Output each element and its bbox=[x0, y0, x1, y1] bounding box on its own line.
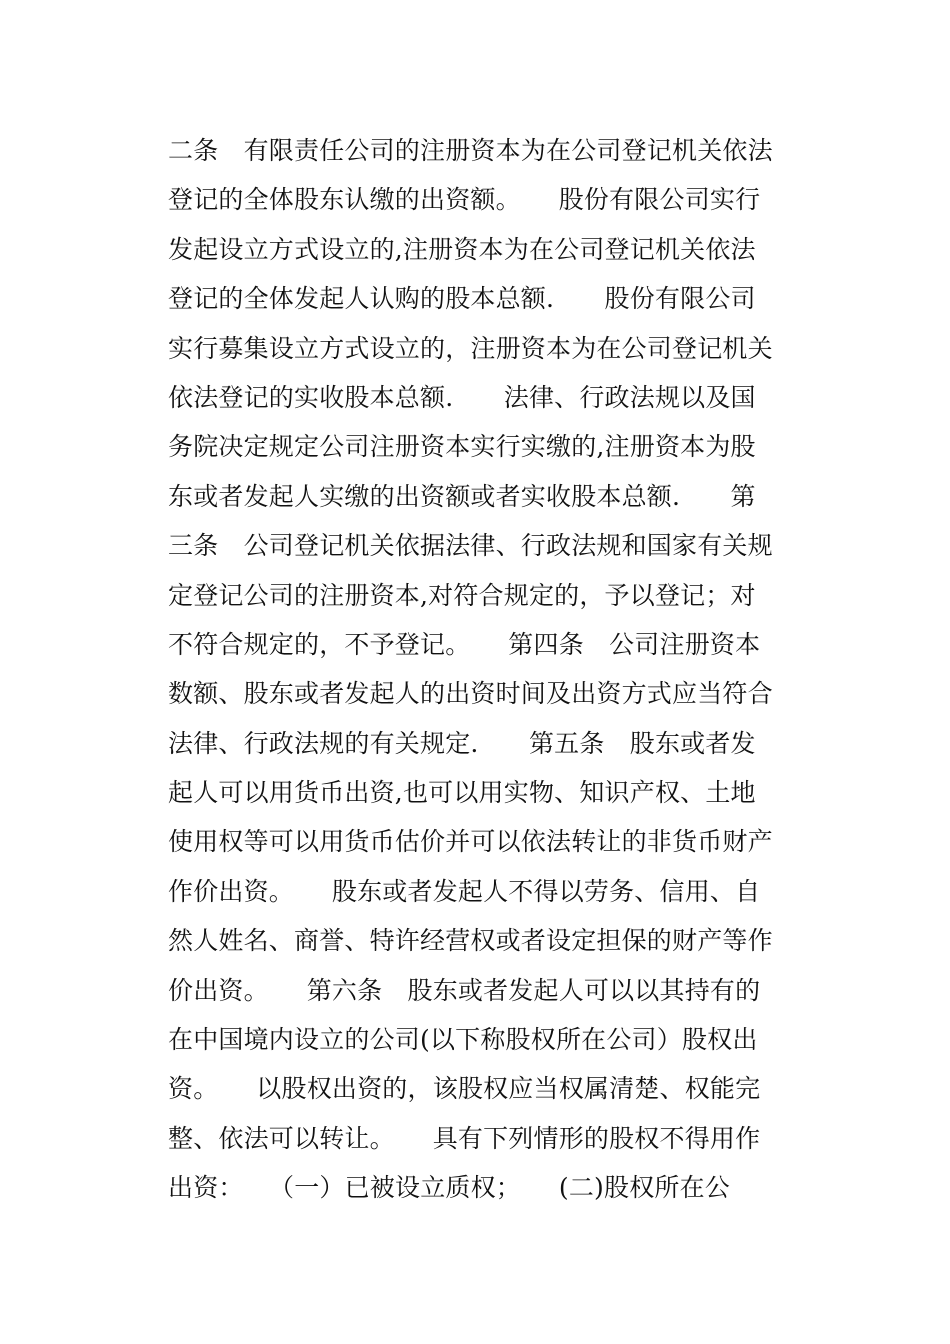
text-line: 二条 有限责任公司的注册资本为在公司登记机关依法 bbox=[168, 136, 773, 165]
text-line: 在中国境内设立的公司(以下称股权所在公司）股权出 bbox=[168, 1025, 758, 1055]
text-line: 发起设立方式设立的,注册资本为在公司登记机关依法 bbox=[168, 234, 756, 264]
text-line: 数额、股东或者发起人的出资时间及出资方式应当符合 bbox=[168, 679, 773, 709]
text-line: 起人可以用货币出资,也可以用实物、知识产权、土地 bbox=[168, 778, 756, 808]
text-line: 价出资。 第六条 股东或者发起人可以以其持有的 bbox=[168, 975, 761, 1005]
text-line: 登记的全体股东认缴的出资额。 股份有限公司实行 bbox=[168, 185, 761, 215]
text-line: 务院决定规定公司注册资本实行实缴的,注册资本为股 bbox=[168, 432, 756, 462]
text-line: 实行募集设立方式设立的，注册资本为在公司登记机关 bbox=[168, 333, 773, 363]
text-line: 作价出资。 股东或者发起人不得以劳务、信用、自 bbox=[168, 876, 761, 906]
text-line: 定登记公司的注册资本,对符合规定的，予以登记；对 bbox=[168, 580, 756, 610]
text-line: 登记的全体发起人认购的股本总额. 股份有限公司 bbox=[168, 284, 756, 314]
text-line: 不符合规定的，不予登记。 第四条 公司注册资本 bbox=[168, 629, 761, 659]
text-line: 依法登记的实收股本总额. 法律、行政法规以及国 bbox=[168, 382, 756, 412]
text-line: 三条 公司登记机关依据法律、行政法规和国家有关规 bbox=[168, 531, 773, 561]
text-line: 东或者发起人实缴的出资额或者实收股本总额. 第 bbox=[168, 481, 756, 511]
text-line: 法律、行政法规的有关规定. 第五条 股东或者发 bbox=[168, 728, 756, 758]
text-line: 使用权等可以用货币估价并可以依法转让的非货币财产 bbox=[168, 827, 773, 857]
text-line: 整、依法可以转让。 具有下列情形的股权不得用作 bbox=[168, 1123, 761, 1153]
body-text bbox=[168, 126, 788, 1213]
text-line: 资。 以股权出资的，该股权应当权属清楚、权能完 bbox=[168, 1074, 761, 1104]
text-line: 出资： （一）已被设立质权； (二)股权所在公 bbox=[168, 1173, 731, 1203]
text-line: 然人姓名、商誉、特许经营权或者设定担保的财产等作 bbox=[168, 926, 773, 956]
